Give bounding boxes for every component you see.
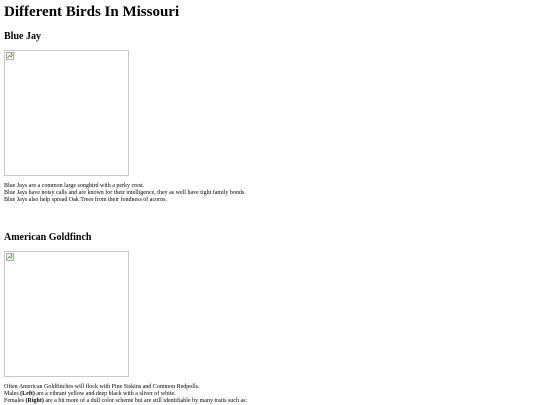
males-prefix: Males [4, 391, 21, 397]
females-prefix: Females [4, 398, 26, 404]
males-description-line [4, 391, 536, 398]
description-line: Blue Jays are a common large songbird with a perky crest. [4, 183, 145, 189]
broken-image-icon [6, 52, 14, 60]
bird-description-blue-jay [4, 183, 536, 204]
females-description-line [4, 398, 536, 405]
broken-image-icon [6, 253, 14, 261]
bird-section-blue-jay [4, 31, 536, 204]
males-suffix: are a vibrant yellow and deep black with a sliver of white. [34, 391, 176, 397]
bird-image-blue-jay [4, 50, 129, 176]
bird-heading-american-goldfinch: American Goldfinch [4, 232, 92, 243]
description-line: Blue Jays have noisy calls and are known for their intelligence, they as well have tight family bonds. [4, 190, 246, 196]
description-line: Often American Goldfinches will flock with Pine Siskins and Common Redpolls. [4, 384, 200, 390]
bird-image-american-goldfinch [4, 251, 129, 377]
bird-description-american-goldfinch [4, 384, 536, 405]
females-position-label: (Right) [25, 398, 44, 404]
bird-section-american-goldfinch [4, 232, 536, 405]
description-line: Blue Jays also help spread Oak Trees from their fondness of acorns. [4, 197, 167, 203]
females-suffix: are a bit more of a dull color scheme but are still identifiable by many traits such as: [43, 398, 248, 404]
bird-heading-blue-jay: Blue Jay [4, 31, 41, 42]
males-position-label: (Left) [20, 391, 35, 397]
page-title: Different Birds In Missouri [4, 4, 180, 20]
